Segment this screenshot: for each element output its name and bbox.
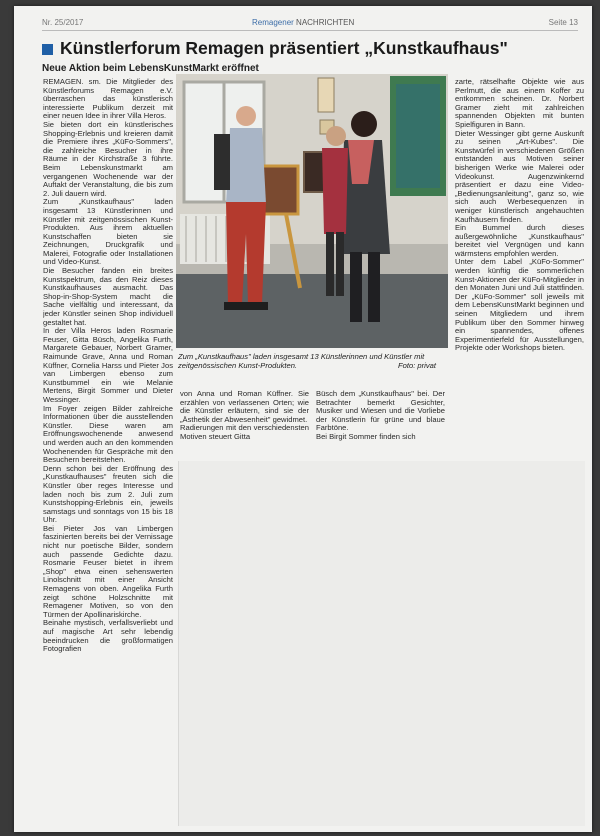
issue-number: Nr. 25/2017 xyxy=(42,18,84,27)
article-column-2: von Anna und Roman Küffner. Sie erzählen von verlassenen Orten; wie die Künstler erläutern, sind sie der „Ästhetik der Abwesenheit" gewidmet. Radierungen mit den verschiedensten Motiven steuert Gitta xyxy=(180,390,309,441)
newspaper-page xyxy=(14,6,592,832)
article-column-4: zarte, rätselhafte Objekte wie aus Perlmutt, die aus einem Koffer zu entkommen scheinen. Dr. Norbert Gramer zieht mit zahlreichen spannenden Objekten mit bunten Spielfiguren in Bann. Dieter Wessinger gibt gerne Auskunft zu seinen „Art-Kubes". Die Kunstwürfel in verschiedenen Größen entstanden aus Motiven seiner bisherigen Werke wie Malerei oder Videokunst. Augenzwinkernd präsentiert er dazu eine Video-„Bedienungsanleitung", ganz so, wie sich auch Werbesequenzen in weniger künstlerisch angehauchten Kaufhäusern finden. Ein Bummel durch dieses außergewöhnliche „Kunstkaufhaus" bereitet viel Vergnügen und kann wärmstens empfohlen werden. Unter dem Label „KüFo-Sommer" werden künftig die sommerlichen Kunst-Aktionen der KüFo-Mitglieder in den Monaten Juni und Juli stattfinden. Der „KüFo-Sommer" soll jeweils mit dem LebensKunstMarkt beginnen und seinen Mitgliedern und ihrem Publikum über den Sommer hinweg ein spannendes, offenes Experimentierfeld für Ausstellungen, Projekte oder Workshops bieten. xyxy=(455,78,584,353)
publication-name-prefix: Remagener xyxy=(252,18,294,27)
article-title: Künstlerforum Remagen präsentiert „Kunstkaufhaus" xyxy=(60,38,508,58)
article-column-1: REMAGEN. sm. Die Mitglieder des Künstlerforums Remagen e.V. überraschen das künstlerisch interessierte Publikum derzeit mit einer neuen Idee in ihrer Villa Heros. Sie bieten dort ein künstlerisches Shopping-Erlebnis und kreieren damit die Premiere ihres „KüFo-Sommers", die zahlreiche Besucher in ihre Räume in der Kirchstraße 3 führte. Beim Lebenskunstmarkt am vergangenen Wochenende war der Auftakt der Veranstaltung, die bis zum 2. Juli dauern wird. Zum „Kunstkaufhaus" laden insgesamt 13 Künstlerinnen und Künstler mit zeitgenössischen Kunst-Produkten. Aus ihrem aktuellen Kunstschaffen bieten sie Zeichnungen, Druckgrafik und Malerei, Fotografie oder Installationen und Video-Kunst. Die Besucher fanden ein breites Kunstspektrum, das den Reiz dieses Kunstkaufhauses ausmacht. Das Shop-in-Shop-System macht die Sache vielfältig und interessant, da jeder Künstler seinen Shop individuell gestaltet hat. In der Villa Heros laden Rosmarie Feuser, Gitta Büsch, Angelika Furth, Margarete Gebauer, Norbert Gramer, Raimunde Grave, Anna und Roman Küffner, Cornelia Harss und Pieter Jos van Limbergen ebenso zum Kunstbummel ein wie Melanie Mertens, Birgit Sommer und Dieter Wessinger. Im Foyer zeigen Bilder zahlreiche Informationen über die ausstellenden Künstler. Diese waren am Eröffnungswochenende anwesend und werden auch an den kommenden Wochenenden für Gespräche mit den Besuchern bereitstehen. Denn schon bei der Eröffnung des „Kunstkaufhauses" freuten sich die Künstler über reges Interesse und laden noch bis zum 2. Juli zum Kunstshopping-Erlebnis ein, jeweils samstags und sonntags von 15 bis 18 Uhr. Bei Pieter Jos van Limbergen faszinierten bereits bei der Vernissage nicht nur poetische Bilder, sondern auch passende Gedichte dazu. Rosmarie Feuser bietet in ihrem „Shop" etwa einen sehenswerten Linolschnitt mit einer Ansicht Remagens von oben. Angelika Furth zeigt schöne Holzschnitte mit Remagener Motiven, so von den Türmen der Apollinariskirche. Beinahe mystisch, verfallsverliebt und auf magische Art sehr lebendig beeindrucken die großformatigen Fotografien xyxy=(43,78,173,654)
blank-paper-area xyxy=(178,461,585,826)
photo-illustration xyxy=(176,74,448,348)
photo-caption xyxy=(178,352,446,382)
title-square-icon xyxy=(42,44,53,55)
article-subtitle: Neue Aktion beim LebensKunstMarkt eröffnet xyxy=(42,63,259,74)
article-column-3: Büsch dem „Kunstkaufhaus" bei. Der Betrachter bemerkt Gesichter, Musiker und Wiesen und die Vorliebe der Künstlerin für grüne und blaue Farbtöne. Bei Birgit Sommer finden sich xyxy=(316,390,445,441)
publication-name xyxy=(252,18,354,27)
publication-name-suffix: NACHRICHTEN xyxy=(293,18,355,27)
page-header xyxy=(42,16,578,31)
page-number: Seite 13 xyxy=(548,18,578,27)
photo-credit: Foto: privat xyxy=(398,361,436,370)
article-photo xyxy=(176,74,448,348)
photo-caption-text: Zum „Kunstkaufhaus" laden insgesamt 13 Künstlerinnen und Künstler mit zeitgenössischen Kunst-Produkten. xyxy=(178,352,425,370)
article-title-row xyxy=(42,38,582,62)
